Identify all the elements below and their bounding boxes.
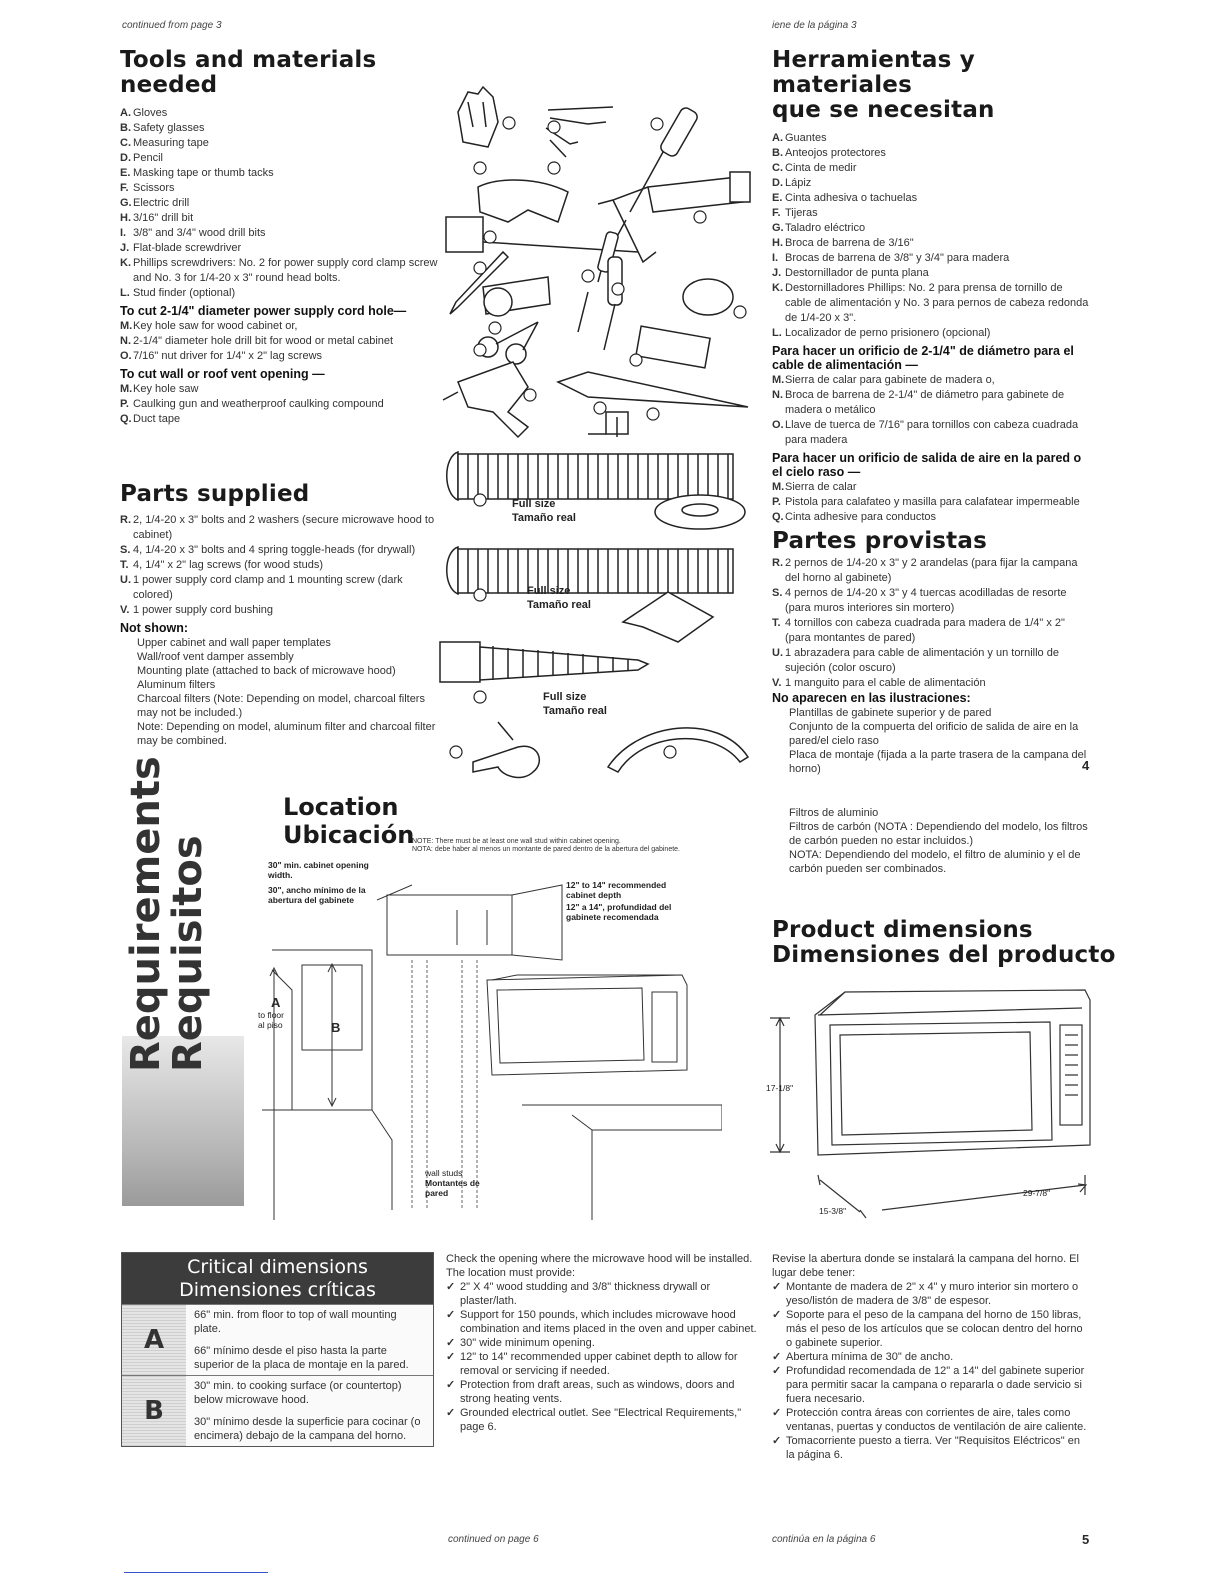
item-letter: O.: [772, 419, 784, 431]
item-letter: M.: [772, 481, 785, 493]
requirements-label: Requirements Requisitos: [123, 756, 211, 1072]
list-item: [120, 543, 440, 558]
list-item: [772, 510, 1090, 525]
tools-list-cord-hole-es: [772, 373, 1090, 448]
checklist-item: [772, 1350, 1090, 1364]
critical-dimensions-box: [121, 1252, 434, 1447]
list-item: Note: Depending on model, aluminum filter and charcoal filter may be combined.: [137, 721, 436, 747]
tools-title-es: Herramientas y materiales que se necesitan: [772, 47, 995, 123]
list-item: [120, 319, 440, 334]
list-item: [772, 191, 1090, 206]
height-label: 17-1/8": [766, 1083, 794, 1093]
item-text: Sierra de calar: [785, 481, 857, 493]
checklist-text: Abertura mínima de 30" de ancho.: [786, 1351, 954, 1363]
page-number-4: 4: [1082, 758, 1090, 773]
list-item: [772, 251, 1090, 266]
continued-from-header-es: iene de la página 3: [772, 20, 857, 31]
item-text: Electric drill: [133, 197, 190, 209]
checkmark-icon: ✓: [772, 1365, 782, 1377]
item-text: Pistola para calafateo y masilla para calafatear impermeable: [785, 496, 1080, 508]
item-letter: U.: [120, 574, 131, 586]
item-text: Brocas de barrena de 3/8" y 3/4" para madera: [785, 252, 1010, 264]
list-item: [120, 136, 440, 151]
item-letter: B.: [120, 122, 131, 134]
list-item: [772, 326, 1090, 341]
item-text: Masking tape or thumb tacks: [133, 167, 274, 179]
item-letter: J.: [120, 242, 130, 254]
sub-heading-cord-hole-es: Para hacer un orificio de 2-1/4" de diámetro para el cable de alimentación —: [772, 344, 1074, 372]
item-letter: M.: [120, 320, 133, 332]
item-text: Destornillador de punta plana: [785, 267, 929, 279]
item-letter: J.: [772, 267, 782, 279]
item-letter: T.: [772, 617, 781, 629]
checkmark-icon: ✓: [446, 1309, 456, 1321]
tools-title: Tools and materials needed: [120, 47, 377, 98]
item-letter: M.: [120, 383, 133, 395]
list-item: [120, 106, 440, 121]
item-letter: O.: [120, 350, 132, 362]
bolt-r-icon: [447, 452, 733, 500]
parts-title-es: Partes provistas: [772, 528, 987, 554]
list-item: Upper cabinet and wall paper templates: [137, 637, 331, 649]
critical-row: [122, 1304, 433, 1375]
stud-finder-icon: [683, 279, 733, 315]
item-text: 2, 1/4-20 x 3" bolts and 2 washers (secure microwave hood to cabinet): [133, 514, 435, 541]
item-text: Destornilladores Phillips: No. 2 para prensa de tornillo de cable de alimentación y No. 3 para pernos de cabeza redonda de 1/4-20 x 3".: [785, 282, 1089, 324]
item-letter: S.: [772, 587, 783, 599]
list-item: [120, 412, 440, 427]
list-item: [772, 616, 1090, 646]
not-shown-continued-es: [772, 806, 1090, 876]
list-item: [120, 166, 440, 181]
item-letter: E.: [772, 192, 783, 204]
location-note: NOTE: There must be at least one wall stud within cabinet opening. NOTA: debe haber al menos un montante de pared dentro de la abertura del gabinete.: [412, 838, 680, 853]
list-item: [120, 382, 440, 397]
item-letter: V.: [772, 677, 782, 689]
item-text: Cinta de medir: [785, 162, 857, 174]
sub-heading-cord-hole: To cut 2-1/4" diameter power supply cord hole—: [120, 304, 407, 318]
checklist-text: 2" X 4" wood studding and 3/8" thickness drywall or plaster/lath.: [460, 1281, 711, 1307]
list-item: [120, 256, 440, 286]
item-text: Guantes: [785, 132, 827, 144]
page-number-5: 5: [1082, 1532, 1090, 1547]
critical-row: [122, 1375, 433, 1446]
depth-label: 15-3/8": [819, 1206, 847, 1216]
item-text: Safety glasses: [133, 122, 205, 134]
list-item: NOTA: Dependiendo del modelo, el filtro de aluminio y el de carbón pueden ser combinados.: [789, 849, 1081, 875]
list-item: [772, 373, 1090, 388]
not-shown-list: [120, 636, 440, 748]
list-item: [120, 603, 440, 618]
item-text: Measuring tape: [133, 137, 209, 149]
full-size-label-s: Full size Tamaño real: [527, 585, 591, 611]
list-item: Plantillas de gabinete superior y de pared: [789, 707, 992, 719]
item-text: Gloves: [133, 107, 168, 119]
list-item: [120, 334, 440, 349]
bottom-link-rule: [124, 1572, 268, 1573]
item-letter: M.: [772, 374, 785, 386]
item-letter: K.: [772, 282, 783, 294]
list-item: [772, 480, 1090, 495]
key-hole-saw-icon: [558, 372, 748, 407]
item-letter: T.: [120, 559, 129, 571]
item-text: 1 manguito para el cable de alimentación: [785, 677, 986, 689]
item-text: Caulking gun and weatherproof caulking compound: [133, 398, 384, 410]
list-item: Wall/roof vent damper assembly: [137, 651, 294, 663]
checklist-text: Profundidad recomendada de 12" a 14" del gabinete superior para permitir sacar la campana o repararla o dade servicio si fuera necesario.: [786, 1365, 1085, 1405]
item-text: Llave de tuerca de 7/16" para tornillos con cabeza cuadrada para madera: [785, 419, 1079, 446]
list-item: [120, 121, 440, 136]
checklist-text: Montante de madera de 2" x 4" y muro interior sin mortero o yeso/listón de madera de 3/8" de espesor.: [786, 1281, 1079, 1307]
list-item: Charcoal filters (Note: Depending on model, charcoal filters may not be included.): [137, 693, 425, 719]
item-text: Broca de barrena de 3/16": [785, 237, 914, 249]
product-diagram: [760, 980, 1100, 1220]
to-floor-label: to floor al piso: [258, 1010, 284, 1030]
list-item: [120, 196, 440, 211]
item-text: Key hole saw: [133, 383, 199, 395]
checklist-item: [772, 1434, 1090, 1462]
item-letter: N.: [120, 335, 131, 347]
tools-list-vent: [120, 382, 440, 427]
masking-tape-icon: [483, 277, 550, 316]
item-letter: H.: [772, 237, 783, 249]
washer-icon: [655, 495, 745, 529]
list-item: [772, 236, 1090, 251]
item-text: Cinta adhesiva o tachuelas: [785, 192, 918, 204]
list-item: Placa de montaje (fijada a la parte trasera de la campana del horno): [789, 749, 1087, 775]
item-letter: V.: [120, 604, 130, 616]
sub-heading-vent-es: Para hacer un orificio de salida de aire en la pared o el cielo raso —: [772, 451, 1082, 479]
item-letter: G.: [772, 222, 784, 234]
list-item: [772, 281, 1090, 326]
item-text: 3/8" and 3/4" wood drill bits: [133, 227, 266, 239]
critical-dimensions-header: Critical dimensions Dimensiones críticas: [122, 1253, 433, 1304]
continued-on-footer-es: continúa en la página 6: [772, 1534, 876, 1545]
list-item: [120, 211, 440, 226]
location-title: Location Ubicación: [283, 793, 415, 849]
list-item: [120, 226, 440, 241]
caulking-gun-icon: [598, 172, 750, 262]
tools-list-cord-hole: [120, 319, 440, 364]
checkmark-icon: ✓: [446, 1407, 456, 1419]
cord-bushing-icon: [608, 728, 748, 772]
toggle-head-icon: [623, 592, 713, 642]
checklist-item: [446, 1406, 758, 1434]
item-letter: S.: [120, 544, 131, 556]
checkmark-icon: ✓: [446, 1379, 456, 1391]
list-item: [120, 558, 440, 573]
list-item: [772, 388, 1090, 418]
list-item: Mounting plate (attached to back of microwave hood): [137, 665, 396, 677]
item-letter: A.: [772, 132, 783, 144]
not-shown-list-es: [772, 706, 1090, 776]
item-text: 2 pernos de 1/4-20 x 3" y 2 arandelas (para fijar la campana del horno al gabinete): [785, 557, 1078, 584]
checklist-text: Protección contra áreas con corrientes de aire, tales como ventanas, puertas y conductos de ventilación de aire caliente.: [786, 1407, 1087, 1433]
list-item: [120, 513, 440, 543]
min-cabinet-label: 30" min. cabinet opening width. 30", ancho mínimo de la abertura del gabinete: [268, 860, 369, 905]
list-item: [772, 206, 1090, 221]
checklist-item: [446, 1350, 758, 1378]
not-shown-heading-es: No aparecen en las ilustraciones:: [772, 691, 971, 705]
requirements-sidebar: [122, 756, 244, 1072]
tools-illustration: [438, 82, 770, 782]
tools-list: [120, 106, 440, 301]
item-text: Scissors: [133, 182, 175, 194]
hole-drill-bit-icon: [588, 412, 628, 437]
item-letter: L.: [120, 287, 130, 299]
item-letter: K.: [120, 257, 131, 269]
item-letter: H.: [120, 212, 131, 224]
not-shown-heading: Not shown:: [120, 621, 189, 635]
checklist-text: Protection from draft areas, such as windows, doors and strong heating vents.: [460, 1379, 735, 1405]
electric-drill-icon: [443, 362, 528, 437]
list-item: [772, 161, 1090, 176]
list-item: [772, 266, 1090, 281]
dimension-arrows: [270, 885, 412, 1220]
item-letter: P.: [120, 398, 129, 410]
critical-text-en: 66" min. from floor to top of wall mounting plate.: [194, 1309, 397, 1335]
continued-on-footer: continued on page 6: [448, 1534, 539, 1545]
checklist-item: [446, 1378, 758, 1406]
nut-driver-icon: [636, 326, 710, 368]
critical-letter: B: [122, 1376, 186, 1446]
item-letter: R.: [772, 557, 783, 569]
item-text: 1 power supply cord clamp and 1 mounting screw (dark colored): [133, 574, 403, 601]
item-text: 1 abrazadera para cable de alimentación y un tornillo de sujeción (color oscuro): [785, 647, 1059, 674]
item-text: 7/16" nut driver for 1/4" x 2" lag screws: [133, 350, 323, 362]
checklist-text: Support for 150 pounds, which includes microwave hood combination and items placed in the oven and upper cabinet.: [460, 1309, 757, 1335]
parts-title: Parts supplied: [120, 481, 310, 507]
item-text: Pencil: [133, 152, 163, 164]
list-item: [772, 676, 1090, 691]
checklist-item: [772, 1364, 1090, 1406]
item-text: Sierra de calar para gabinete de madera o,: [785, 374, 995, 386]
list-item: [120, 181, 440, 196]
upper-cabinet-right: [387, 885, 562, 960]
tools-list-vent-es: [772, 480, 1090, 525]
parts-list-es: [772, 556, 1090, 691]
checkmark-icon: ✓: [772, 1435, 782, 1447]
list-item: [772, 586, 1090, 616]
item-letter: L.: [772, 327, 782, 339]
requirements-checklist-en: Check the opening where the microwave hood will be installed. The location must provide: ✓ 2" X 4" wood studding and 3/8" thickness drywall or plaster/lath. ✓ Support for 150 pounds, which includes microwave hood combination and items placed in the oven and upper cabinet. ✓ 30" wide minimum opening. ✓ 12" to 14" recommended upper cabinet depth to allow for removal or servicing if needed. ✓ Protection from draft areas, such as windows, doors and strong heating vents. ✓ Grounded electrical outlet. See "Electrical Requirements," page 6.: [446, 1253, 757, 1433]
item-letter: G.: [120, 197, 132, 209]
list-item: Filtros de aluminio: [789, 807, 879, 819]
item-letter: F.: [772, 207, 781, 219]
item-letter: Q.: [120, 413, 132, 425]
item-text: Phillips screwdrivers: No. 2 for power supply cord clamp screw and No. 3 for 1/4-20 x 3" round head bolts.: [133, 257, 438, 284]
item-text: Lápiz: [785, 177, 812, 189]
full-size-label-t: Full size Tamaño real: [543, 691, 607, 717]
item-text: 4, 1/4-20 x 3" bolts and 4 spring toggle-heads (for drywall): [133, 544, 416, 556]
item-text: 4, 1/4" x 2" lag screws (for wood studs): [133, 559, 323, 571]
full-size-label-r: Full size Tamaño real: [512, 498, 576, 524]
list-item: [120, 241, 440, 256]
item-letter: C.: [772, 162, 783, 174]
parts-section-en: [120, 482, 440, 748]
lag-screw-icon: [440, 642, 648, 682]
list-item: [772, 646, 1090, 676]
tools-section-es: [772, 48, 1090, 776]
width-dimension: [882, 1175, 1086, 1210]
checklist-item: [772, 1280, 1090, 1308]
tools-list-es: [772, 131, 1090, 341]
tools-section-en: [120, 48, 440, 427]
item-letter: D.: [772, 177, 783, 189]
item-letter: C.: [120, 137, 131, 149]
item-text: Stud finder (optional): [133, 287, 236, 299]
item-text: Localizador de perno prisionero (opcional): [785, 327, 991, 339]
checklist-text: Soporte para el peso de la campana del horno de 150 libras, más el peso de los artículos que se colocan dentro del horno o gabinete superior.: [786, 1309, 1083, 1349]
item-text: Duct tape: [133, 413, 181, 425]
item-text: 3/16" drill bit: [133, 212, 194, 224]
scissors-icon: [478, 322, 538, 364]
critical-text-en: 30" min. to cooking surface (or countertop) below microwave hood.: [194, 1380, 402, 1406]
item-text: 4 pernos de 1/4-20 x 3" y 4 tuercas acodilladas de resorte (para muros interiores sin mortero): [785, 587, 1067, 614]
checkmark-icon: ✓: [446, 1281, 456, 1293]
checklist-item: [772, 1308, 1090, 1350]
list-item: [772, 146, 1090, 161]
checklist-item: [446, 1336, 758, 1350]
list-item: [772, 221, 1090, 236]
critical-letter: A: [122, 1305, 186, 1375]
dimension-a-label: A: [271, 995, 281, 1010]
microwave-illustration: [487, 975, 687, 1075]
list-item: [772, 418, 1090, 448]
item-text: Broca de barrena de 2-1/4" de diámetro para gabinete de madera o metálico: [785, 389, 1065, 416]
upper-cabinet-left: [272, 950, 372, 1110]
list-item: [120, 349, 440, 364]
list-item: Conjunto de la compuerta del orificio de salida de aire en la pared/el cielo raso: [789, 721, 1079, 747]
checklist-item: [772, 1406, 1090, 1434]
critical-text-es: 66" mínimo desde el piso hasta la parte superior de la placa de montaje en la pared.: [194, 1345, 409, 1371]
wall-studs-label: wall studs Montantes de pared: [425, 1168, 480, 1198]
list-item: [772, 495, 1090, 510]
list-item: [772, 131, 1090, 146]
cord-clamp-icon: [473, 722, 539, 777]
item-letter: B.: [772, 147, 783, 159]
checklist-text: 30" wide minimum opening.: [460, 1337, 595, 1349]
checklist-text: 12" to 14" recommended upper cabinet depth to allow for removal or servicing if needed.: [460, 1351, 738, 1377]
item-letter: P.: [772, 496, 781, 508]
gloves-icon: [458, 87, 498, 147]
item-text: Flat-blade screwdriver: [133, 242, 242, 254]
width-label: 29-7/8": [1023, 1188, 1051, 1198]
checklist-item: [446, 1308, 758, 1336]
list-item: [120, 397, 440, 412]
item-letter: R.: [120, 514, 131, 526]
list-item: Filtros de carbón (NOTA : Dependiendo del modelo, los filtros de carbón pueden no estar incluidos.): [789, 821, 1088, 847]
item-letter: F.: [120, 182, 129, 194]
item-text: 1 power supply cord bushing: [133, 604, 274, 616]
item-text: Cinta adhesive para conductos: [785, 511, 937, 523]
checkmark-icon: ✓: [446, 1337, 456, 1349]
item-letter: D.: [120, 152, 131, 164]
item-text: Key hole saw for wood cabinet or,: [133, 320, 298, 332]
item-text: Taladro eléctrico: [785, 222, 866, 234]
product-dimensions-title: Product dimensions Dimensiones del producto: [772, 917, 1116, 968]
safety-glasses-icon: [478, 180, 568, 222]
requirements-checklist-es: Revise la abertura donde se instalará la campana del horno. El lugar debe tener: ✓ Montante de madera de 2" x 4" y muro interior sin mortero o yeso/listón de madera de 3/8" de espesor. ✓ Soporte para el peso de la campana del horno de 150 libras, más el peso de los artículos que se colocan dentro del horno o gabinete superior. ✓ Abertura mínima de 30" de ancho. ✓ Profundidad recomendada de 12" a 14" del gabinete superior para permitir sacar la campana o repararla o dade servicio si fuera necesario. ✓ Protección contra áreas con corrientes de aire, tales como ventanas, puertas y conductos de ventilación de aire caliente. ✓ Tomacorriente puesto a tierra. Ver "Requisitos Eléctricos" en la página 6.: [772, 1252, 1090, 1462]
list-item: Aluminum filters: [137, 679, 216, 691]
list-item: [120, 286, 440, 301]
countertop: [262, 1105, 722, 1220]
item-letter: I.: [120, 227, 127, 239]
parts-list: [120, 513, 440, 618]
item-text: 2-1/4" diameter hole drill bit for wood or metal cabinet: [133, 335, 394, 347]
checklist-text: Tomacorriente puesto a tierra. Ver "Requisitos Eléctricos" en la página 6.: [786, 1435, 1080, 1461]
critical-text-es: 30" mínimo desde la superficie para cocinar (o encimera) debajo de la campana del horno.: [194, 1416, 421, 1442]
dimension-b-label: B: [331, 1020, 341, 1035]
item-letter: I.: [772, 252, 779, 264]
item-text: Tijeras: [785, 207, 818, 219]
item-letter: A.: [120, 107, 131, 119]
list-item: [772, 176, 1090, 191]
microwave-icon: [815, 990, 1090, 1155]
continued-from-header: continued from page 3: [122, 20, 222, 31]
checkmark-icon: ✓: [772, 1351, 782, 1363]
checkmark-icon: ✓: [446, 1351, 456, 1363]
sub-heading-vent: To cut wall or roof vent opening —: [120, 367, 325, 381]
item-text: 4 tornillos con cabeza cuadrada para madera de 1/4" x 2" (para montantes de pared): [785, 617, 1065, 644]
list-item: [120, 151, 440, 166]
item-text: Anteojos protectores: [785, 147, 886, 159]
checkmark-icon: ✓: [772, 1407, 782, 1419]
checkmark-icon: ✓: [772, 1309, 782, 1321]
item-letter: E.: [120, 167, 131, 179]
cabinet-depth-label: 12" to 14" recommended cabinet depth 12" a 14", profundidad del gabinete recomendada: [566, 880, 672, 922]
item-letter: Q.: [772, 511, 784, 523]
item-letter: N.: [772, 389, 783, 401]
list-item: [120, 573, 440, 603]
item-letter: U.: [772, 647, 783, 659]
list-item: [772, 556, 1090, 586]
checklist-item: [446, 1280, 758, 1308]
checkmark-icon: ✓: [772, 1281, 782, 1293]
checklist-text: Grounded electrical outlet. See "Electrical Requirements," page 6.: [460, 1407, 742, 1433]
